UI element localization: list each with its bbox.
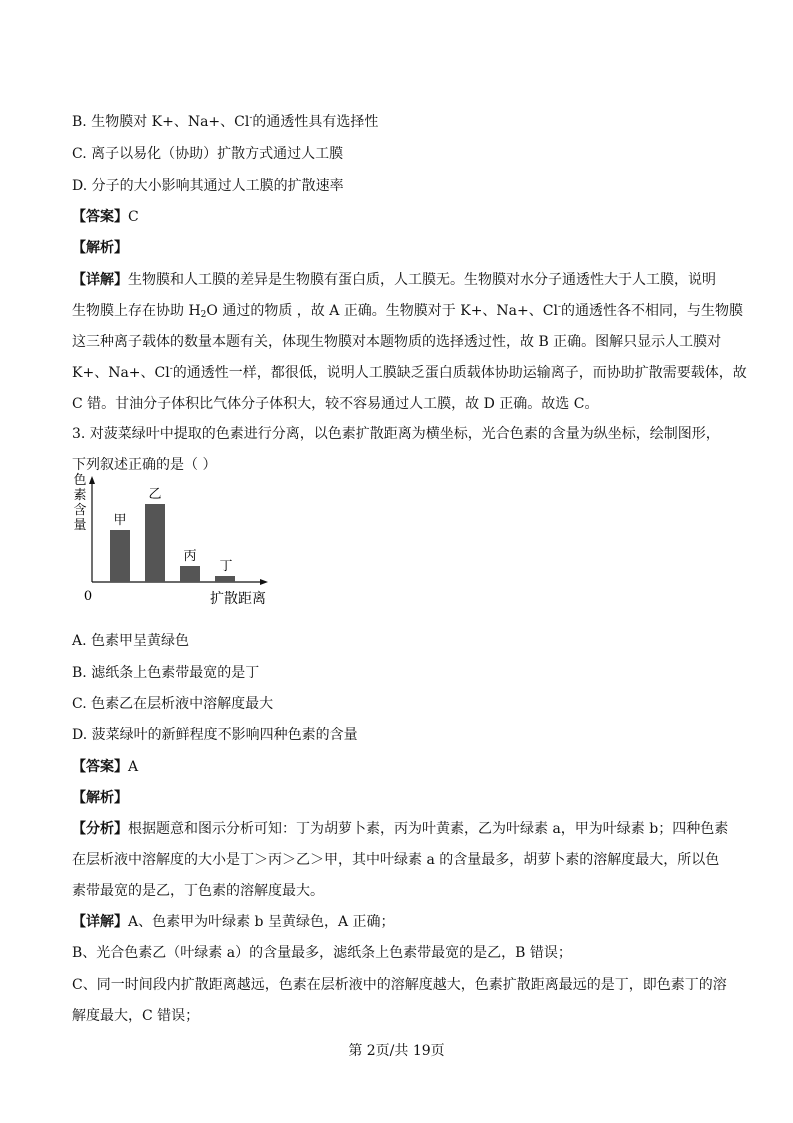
y-axis-arrow xyxy=(89,476,95,484)
q2-detail-line-3: 这三种离子载体的数量本题有关，体现生物膜对本题物质的选择透过性，故 B 正确。图解只显示人工膜对 xyxy=(72,334,722,350)
detail-text: A、色素甲为叶绿素 b 呈黄绿色，A 正确； xyxy=(128,914,395,930)
detail-text: 生物膜和人工膜的差异是生物膜有蛋白质，人工膜无。生物膜对水分子通透性大于人工膜，说明 xyxy=(128,272,716,288)
q2-option-d: D. 分子的大小影响其通过人工膜的扩散速率 xyxy=(72,178,344,194)
q2-option-b xyxy=(72,112,378,132)
q2-option-c: C. 离子以易化（协助）扩散方式通过人工膜 xyxy=(72,146,344,162)
q3-option-a: A. 色素甲呈黄绿色 xyxy=(72,633,190,649)
detail-text: 的通透性各不相同，与生物膜 xyxy=(561,303,743,319)
bar-丙 xyxy=(180,566,200,582)
answer-value: C xyxy=(128,209,139,225)
x-axis-arrow xyxy=(260,579,268,585)
q2-option-b-text: B. 生物膜对 K+、Na+、Cl xyxy=(72,114,250,130)
subscript: 2 xyxy=(200,310,207,320)
y-axis-label-char: 色 xyxy=(73,473,87,488)
answer-tag: 【答案】 xyxy=(72,759,128,775)
y-axis-label-char: 含 xyxy=(73,503,87,518)
q2-detail-line-4 xyxy=(72,363,747,383)
superscript: - xyxy=(169,364,173,374)
q2-option-b-text2: 的通透性具有选择性 xyxy=(252,114,379,130)
pigment-bar-chart xyxy=(68,468,278,608)
q3-analysis-line-1 xyxy=(72,819,728,839)
q3-stem-line-2: 下列叙述正确的是（ ） xyxy=(72,457,217,473)
q3-answer xyxy=(72,757,138,777)
q3-option-d: D. 菠菜绿叶的新鲜程度不影响四种色素的含量 xyxy=(72,727,358,743)
bar-丁 xyxy=(215,576,235,582)
answer-value: A xyxy=(128,759,139,775)
q3-option-b: B. 滤纸条上色素带最宽的是丁 xyxy=(72,665,260,681)
q2-detail-line-1 xyxy=(72,270,716,290)
origin-label: 0 xyxy=(83,589,93,604)
bar-label-丁: 丁 xyxy=(219,559,233,574)
q3-detail-line-2: B、光合色素乙（叶绿素 a）的含量最多，滤纸条上色素带最宽的是乙，B 错误； xyxy=(72,945,572,961)
answer-tag: 【答案】 xyxy=(72,209,128,225)
detail-tag: 【详解】 xyxy=(72,914,128,930)
q3-analysis-tag: 【解析】 xyxy=(72,790,128,806)
y-axis-label-char: 量 xyxy=(73,518,87,533)
q3-detail-line-1 xyxy=(72,912,395,932)
page-footer: 第 2页/共 19页 xyxy=(348,1043,445,1059)
q3-stem-line-1: 3. 对菠菜绿叶中提取的色素进行分离，以色素扩散距离为横坐标，光合色素的含量为纵坐标，绘制图形， xyxy=(72,426,720,442)
bar-label-乙: 乙 xyxy=(148,487,162,502)
bar-乙 xyxy=(145,504,165,582)
detail-text: 的通透性一样，都很低，说明人工膜缺乏蛋白质载体协助运输离子，而协助扩散需要载体，故 xyxy=(172,365,747,381)
detail-text: O 通过的物质 ，故 A 正确。生物膜对于 K+、Na+、Cl xyxy=(206,303,558,319)
q3-analysis-line-3: 素带最宽的是乙，丁色素的溶解度最大。 xyxy=(72,883,324,899)
x-axis-label: 扩散距离 xyxy=(210,591,266,607)
bar-label-丙: 丙 xyxy=(183,549,197,564)
analysis-sub-tag: 【分析】 xyxy=(72,821,128,837)
analysis-text: 根据题意和图示分析可知：丁为胡萝卜素，丙为叶黄素，乙为叶绿素 a，甲为叶绿素 b；四种色素 xyxy=(128,821,729,837)
q2-detail-line-2 xyxy=(72,301,743,321)
q2-detail-line-5: C 错。甘油分子体积比气体分子体积大，较不容易通过人工膜，故 D 正确。故选 C。 xyxy=(72,396,599,412)
bar-甲 xyxy=(110,530,130,582)
bar-label-甲: 甲 xyxy=(113,513,127,528)
y-axis-label-char: 素 xyxy=(73,488,87,503)
q2-answer xyxy=(72,207,139,227)
superscript: - xyxy=(249,113,253,123)
q2-analysis-tag: 【解析】 xyxy=(72,240,128,256)
superscript: - xyxy=(557,302,561,312)
q3-detail-line-4: 解度最大，C 错误； xyxy=(72,1008,200,1024)
detail-text: K+、Na+、Cl xyxy=(72,365,170,381)
detail-text: 生物膜上存在协助 H xyxy=(72,303,201,319)
detail-tag: 【详解】 xyxy=(72,272,128,288)
q3-analysis-line-2: 在层析液中溶解度的大小是丁＞丙＞乙＞甲，其中叶绿素 a 的含量最多，胡萝卜素的溶解度最大，所以色 xyxy=(72,852,720,868)
q3-option-c: C. 色素乙在层析液中溶解度最大 xyxy=(72,696,274,712)
q3-detail-line-3: C、同一时间段内扩散距离越远，色素在层析液中的溶解度越大，色素扩散距离最远的是丁，即色素丁的溶 xyxy=(72,977,727,993)
